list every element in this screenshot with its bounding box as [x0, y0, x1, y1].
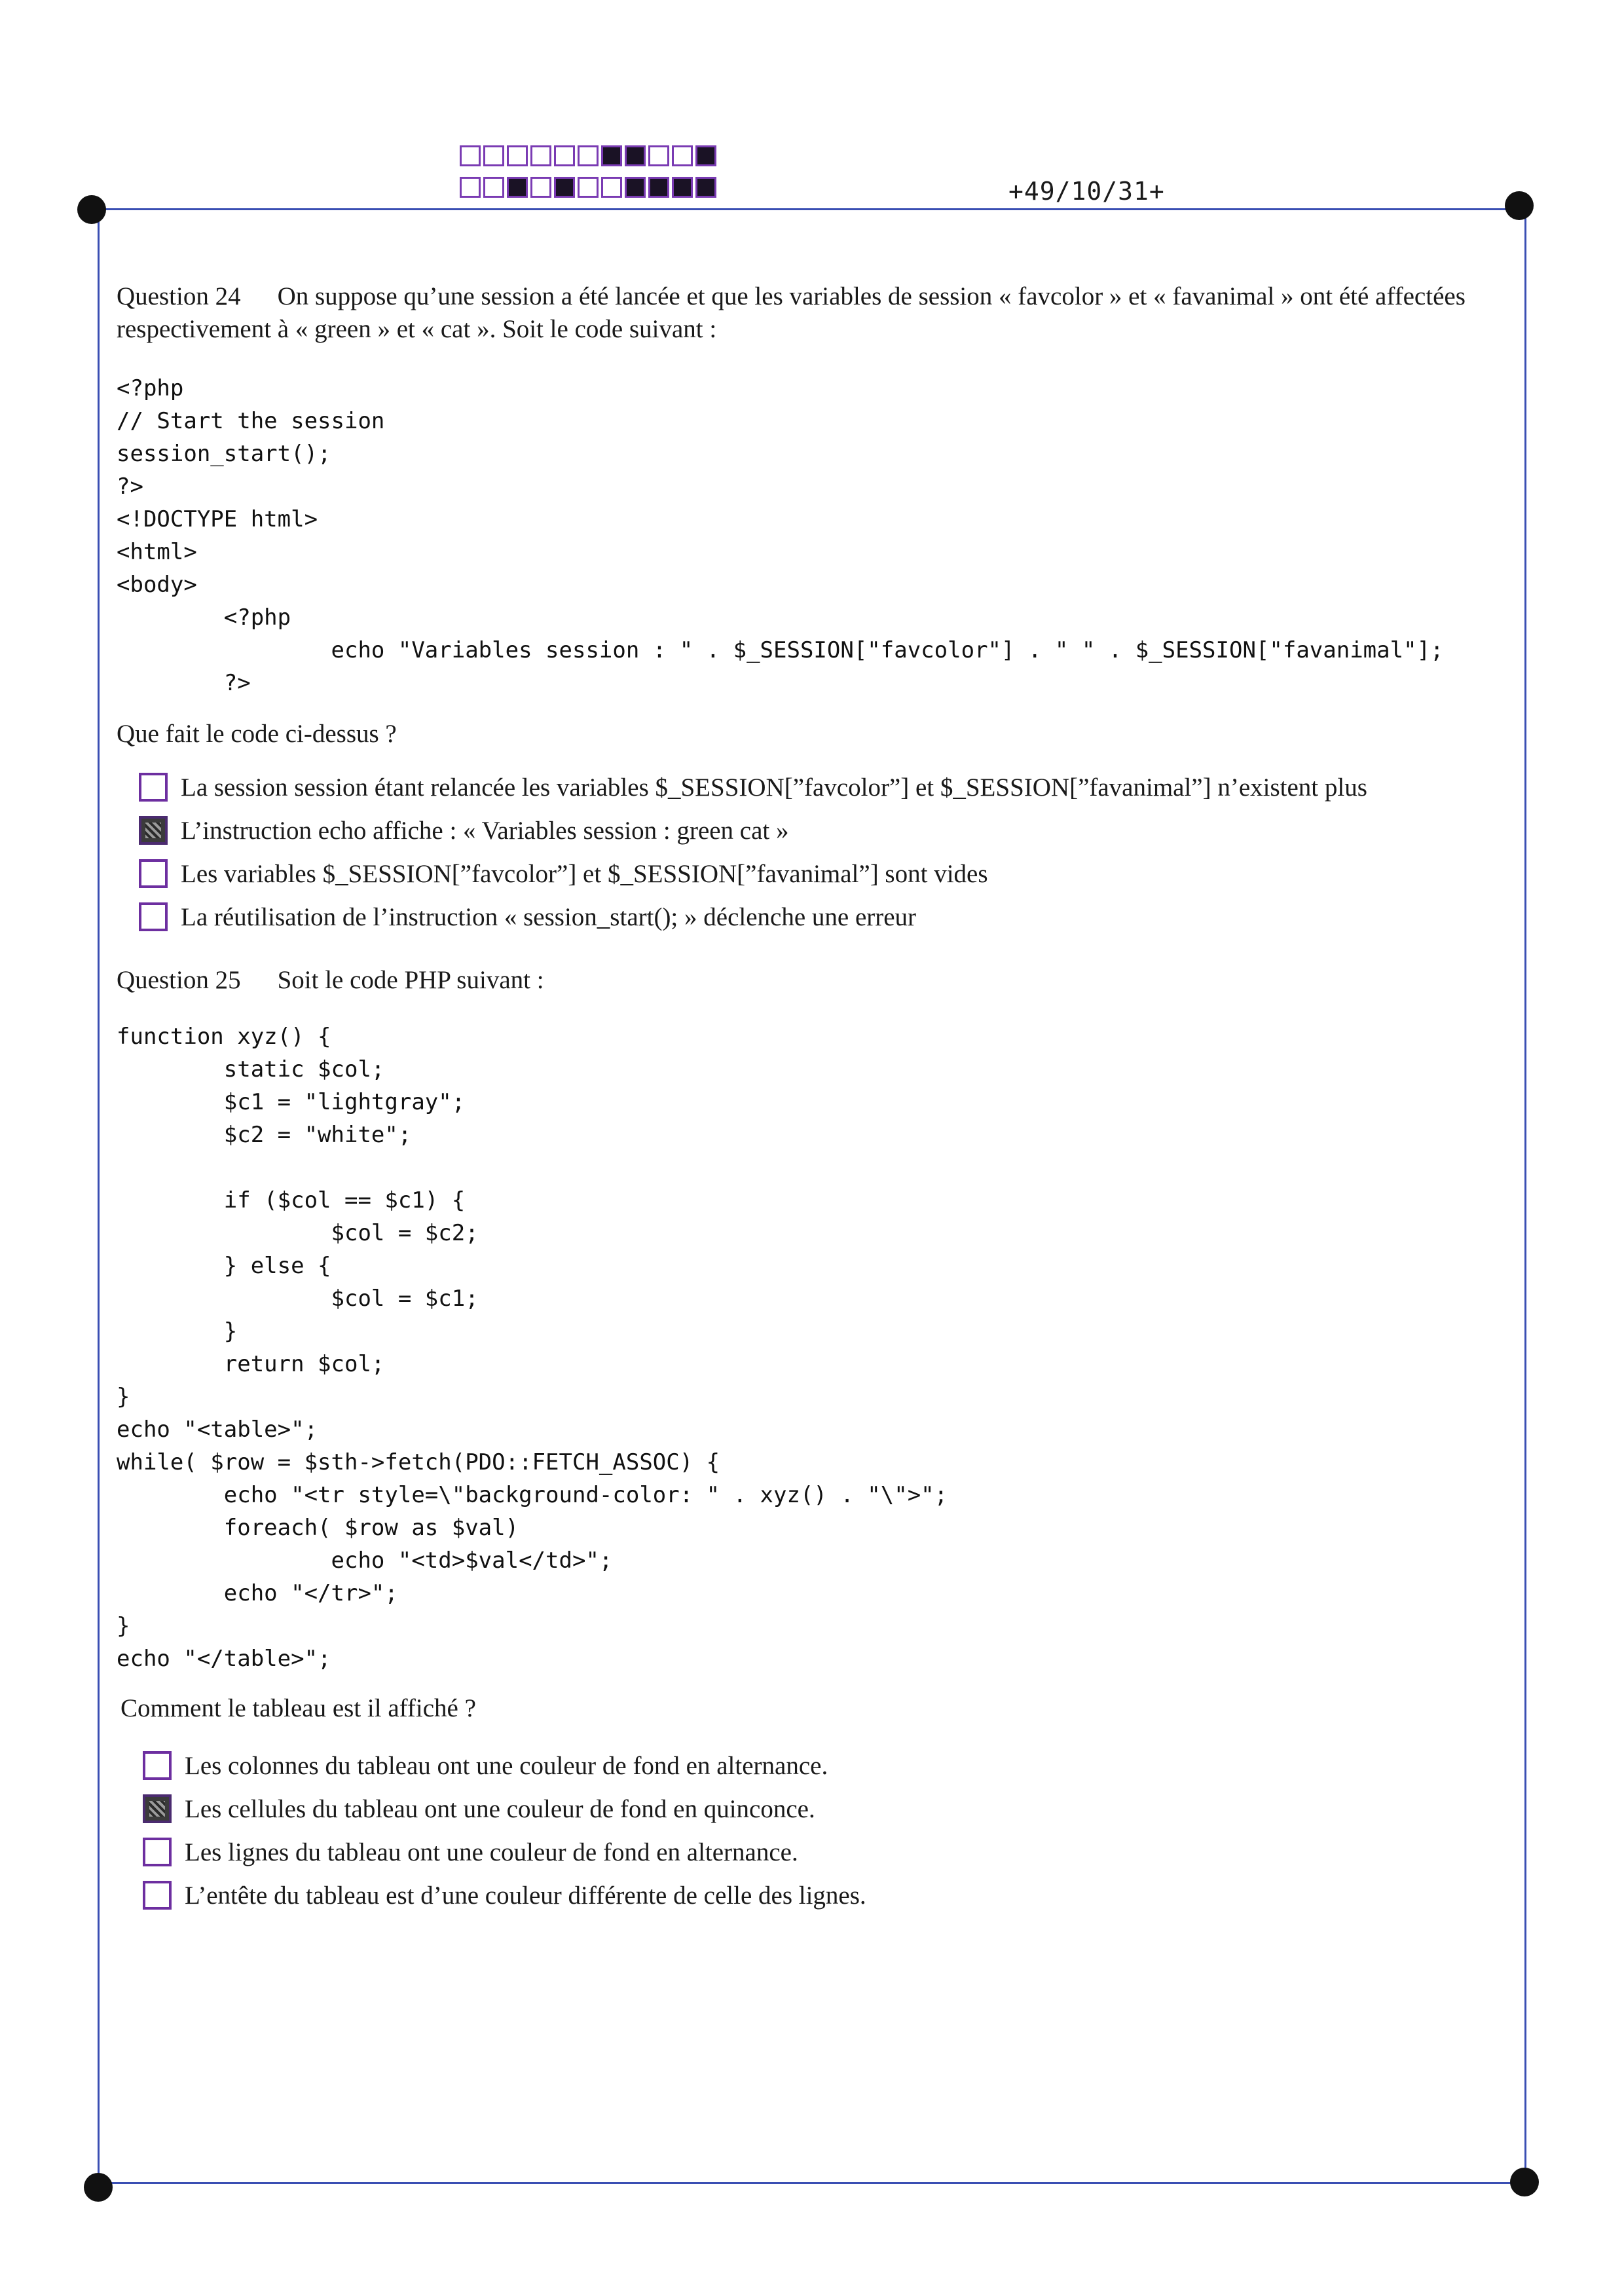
page-code-cell: [554, 145, 575, 166]
page-code-cell: [672, 177, 693, 198]
page-code-cell: [625, 145, 646, 166]
corner-marker-top-right: [1505, 191, 1534, 220]
question-24-title: Question 24: [117, 282, 241, 310]
answer-label: Les cellules du tableau ont une couleur de fond en quinconce.: [185, 1794, 815, 1823]
answer-label: Les lignes du tableau ont une couleur de fond en alternance.: [185, 1838, 798, 1866]
page-code-cell: [530, 145, 551, 166]
answer-checkbox[interactable]: [139, 859, 168, 888]
page-code-cell: [601, 177, 622, 198]
answer-option[interactable]: [139, 854, 988, 893]
answer-option[interactable]: [143, 1876, 866, 1915]
page-code-cell: [578, 145, 599, 166]
answer-label: L’instruction echo affiche : « Variables session : green cat »: [181, 816, 789, 845]
page-code-cell: [507, 177, 528, 198]
answer-option[interactable]: [143, 1832, 798, 1872]
page-code-boxes: [460, 145, 774, 206]
answer-option[interactable]: [143, 1746, 828, 1785]
page-code-cell: [601, 145, 622, 166]
page-id: +49/10/31+: [1008, 177, 1165, 206]
page-code-cell: [625, 177, 646, 198]
page-code-cell: [507, 145, 528, 166]
answer-checkbox[interactable]: [139, 816, 168, 845]
question-25-header: [117, 964, 1505, 997]
question-24-header: [117, 280, 1505, 346]
question-24-text: On suppose qu’une session a été lancée et que les variables de session « favcolor » et « favanimal » ont été affectées respectivement à « green » et « cat ». Soit le code suivant :: [117, 282, 1466, 343]
answer-option[interactable]: [139, 768, 1367, 807]
answer-label: La réutilisation de l’instruction « session_start(); » déclenche une erreur: [181, 902, 917, 931]
question-24-prompt: Que fait le code ci-dessus ?: [117, 720, 397, 748]
frame-top-line: [92, 208, 1527, 210]
answer-checkbox[interactable]: [143, 1751, 172, 1780]
question-24-code: <?php // Start the session session_start(); ?> <!DOCTYPE html> <html> <body> <?php echo "Variables session : " . $_SESSION["favcolor"] . " " . $_SESSION["favanimal"]; ?>: [117, 375, 1444, 696]
page-code-cell: [695, 145, 716, 166]
answer-option[interactable]: [139, 811, 789, 850]
page-code-cell: [460, 145, 481, 166]
answer-checkbox[interactable]: [139, 773, 168, 802]
question-25-prompt: Comment le tableau est il affiché ?: [120, 1694, 476, 1722]
frame-left-line: [98, 208, 100, 2186]
answer-checkbox[interactable]: [139, 902, 168, 931]
corner-marker-bottom-right: [1510, 2168, 1539, 2196]
page-code-cell: [483, 145, 504, 166]
question-25-title: Question 25: [117, 966, 241, 994]
answer-option[interactable]: [143, 1789, 815, 1828]
page-code-cell: [578, 177, 599, 198]
answer-checkbox[interactable]: [143, 1838, 172, 1866]
answer-label: L’entête du tableau est d’une couleur différente de celle des lignes.: [185, 1881, 866, 1910]
answer-checkbox[interactable]: [143, 1881, 172, 1910]
page-code-cell: [648, 177, 669, 198]
corner-marker-bottom-left: [84, 2173, 113, 2202]
page-code-cell: [460, 177, 481, 198]
question-25-text: Soit le code PHP suivant :: [277, 966, 544, 994]
page-code-cell: [554, 177, 575, 198]
page-code-cell: [483, 177, 504, 198]
page-code-row: [460, 145, 719, 166]
page-code-cell: [648, 145, 669, 166]
page-code-cell: [695, 177, 716, 198]
page-code-cell: [672, 145, 693, 166]
answer-label: La session session étant relancée les variables $_SESSION[”favcolor”] et $_SESSION[”favanimal”] n’existent plus: [181, 773, 1367, 802]
answer-checkbox[interactable]: [143, 1794, 172, 1823]
page-code-cell: [530, 177, 551, 198]
question-25-code: function xyz() { static $col; $c1 = "lightgray"; $c2 = "white"; if ($col == $c1) { $col = $c2; } else { $col = $c1; } return $col; } echo "<table>"; while( $row = $sth->fetch(PDO::FETCH_ASSOC) { echo "<tr style=\"background-color: " . xyz() . "\">"; foreach( $row as $val) echo "<td>$val</td>"; echo "</tr>"; } echo "</table>";: [117, 1024, 948, 1672]
frame-right-line: [1524, 208, 1526, 2186]
answer-option[interactable]: [139, 897, 916, 936]
page-code-row: [460, 177, 719, 198]
answer-label: Les variables $_SESSION[”favcolor”] et $_SESSION[”favanimal”] sont vides: [181, 859, 988, 888]
answer-label: Les colonnes du tableau ont une couleur de fond en alternance.: [185, 1751, 828, 1780]
corner-marker-top-left: [77, 195, 106, 224]
frame-bottom-line: [98, 2182, 1526, 2184]
